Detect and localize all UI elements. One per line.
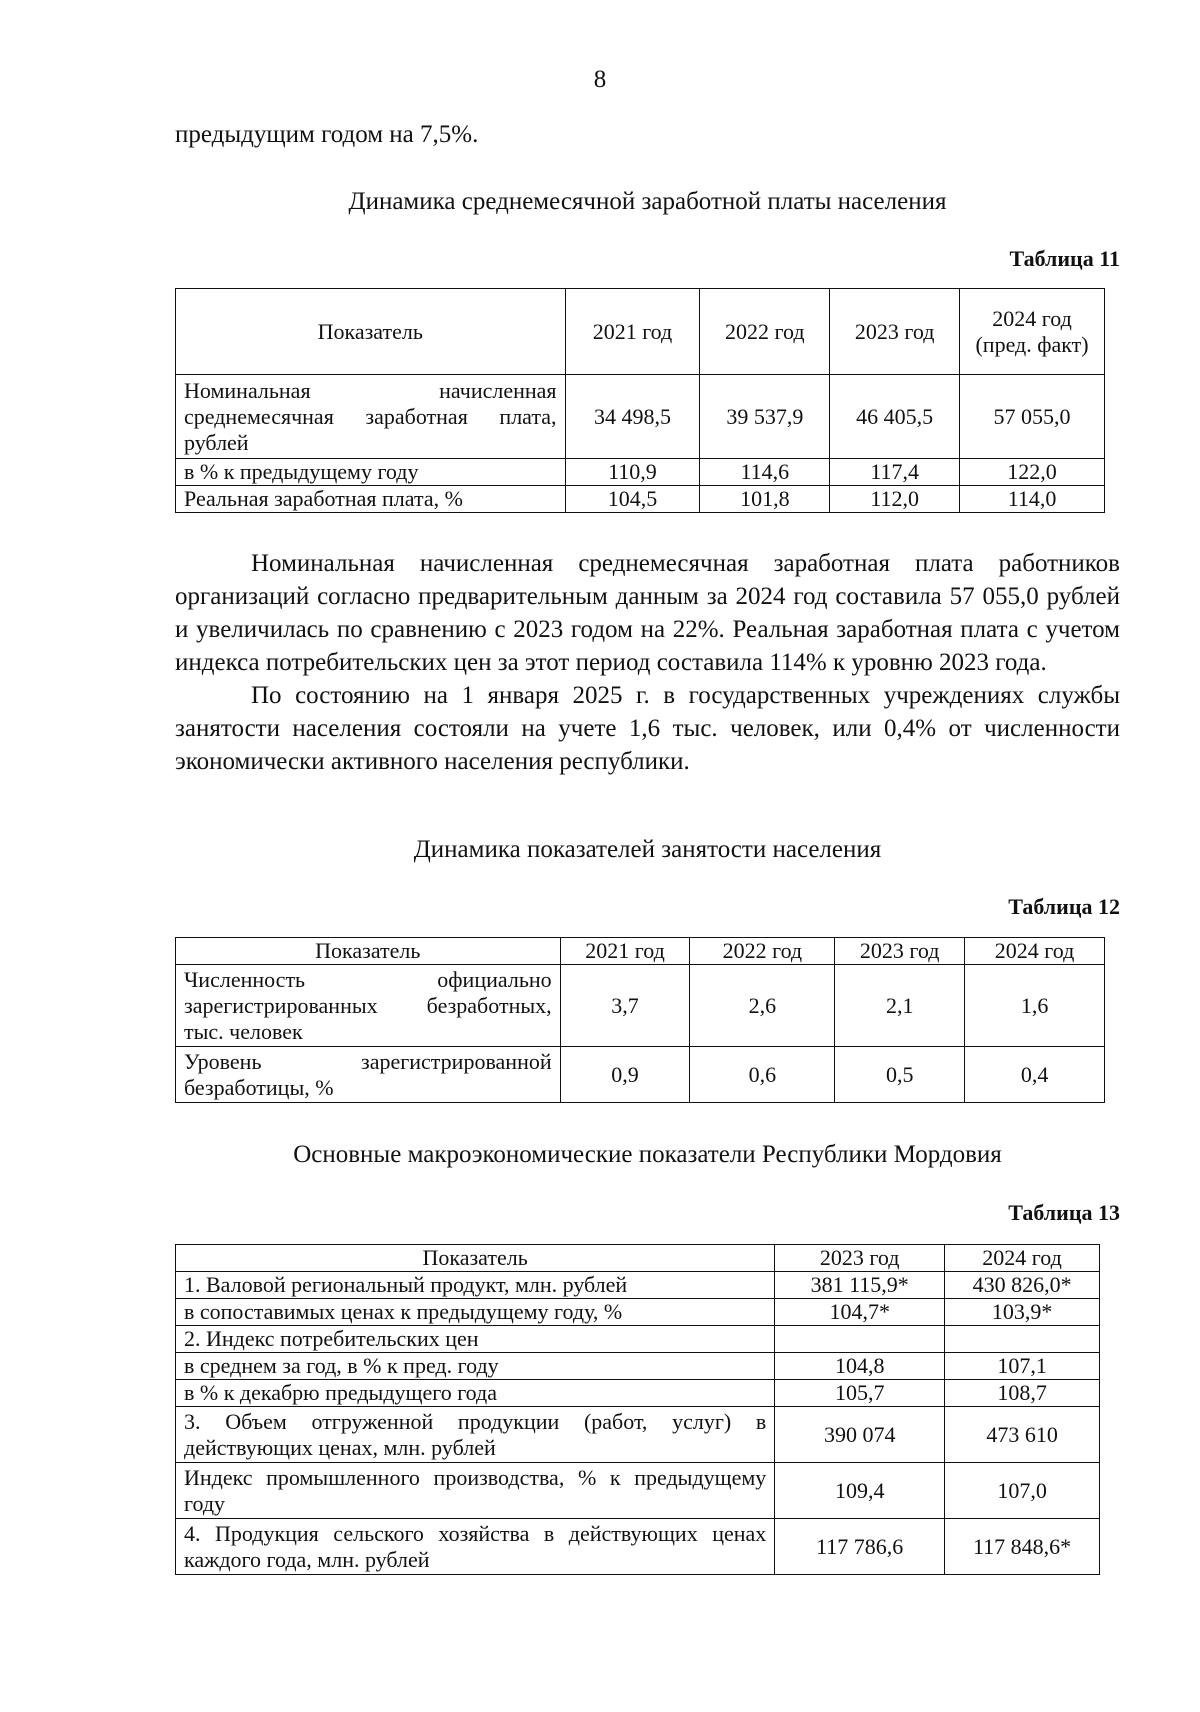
table13 [175,1244,1100,1575]
header-cell: 2022 год [700,289,830,375]
header-cell: Показатель [176,289,566,375]
cell-value: 3,7 [560,965,690,1047]
top-fragment: предыдущим годом на 7,5%. [175,121,479,148]
header-cell: 2023 год [775,1245,945,1272]
cell-value: 0,4 [965,1047,1105,1103]
cell-value: 104,5 [565,486,700,513]
header-cell: 2022 год [690,938,835,965]
cell-value: 110,9 [565,459,700,486]
header-cell: 2024 год [965,938,1105,965]
cell-value: 390 074 [775,1407,945,1463]
cell-value: 2,1 [835,965,965,1047]
cell-value: 107,0 [945,1463,1100,1519]
cell-value: 34 498,5 [565,375,700,459]
header-cell: 2023 год [835,938,965,965]
paragraph: По состоянию на 1 января 2025 г. в государственных учреждениях службы занятости населения состояли на учете 1,6 тыс. человек, или 0,4% от численности экономически активного населения республики. [175,682,1120,775]
table12-label: Таблица 12 [1008,894,1120,919]
table-row [176,965,1105,1047]
cell-value: 114,6 [700,459,830,486]
table-row [176,1519,1100,1575]
cell-value: 108,7 [945,1380,1100,1407]
header-cell: Показатель [176,938,561,965]
row-label: в среднем за год, в % к пред. году [176,1353,775,1380]
row-label: 1. Валовой региональный продукт, млн. рублей [176,1272,775,1299]
cell-value: 0,6 [690,1047,835,1103]
cell-value: 117 848,6* [945,1519,1100,1575]
cell-value: 2,6 [690,965,835,1047]
row-label: Численность официально зарегистрированных безработных, тыс. человек [176,965,561,1047]
table12-caption: Динамика показателей занятости населения [413,836,882,863]
paragraph: Номинальная начисленная среднемесячная заработная плата работников организаций согласно предварительным данным за 2024 год составила 57 055,0 рублей и увеличилась по сравнению с 2023 годом на 22%. Реальная заработная плата с учетом индекса потребительских цен за этот период составила 114% к уровню 2023 года. [175,550,1120,676]
header-cell: Показатель [176,1245,775,1272]
cell-value: 114,0 [960,486,1105,513]
table12 [175,937,1105,1103]
table11 [175,288,1105,513]
table-row [176,1326,1100,1353]
table-row [176,1047,1105,1103]
table-row [176,1353,1100,1380]
body-text [175,547,1120,778]
cell-value: 109,4 [775,1463,945,1519]
row-label: Реальная заработная плата, % [176,486,566,513]
header-cell: 2023 год [830,289,960,375]
table-row [176,1463,1100,1519]
page-number: 8 [593,66,607,93]
row-label: в % к декабрю предыдущего года [176,1380,775,1407]
cell-value: 117 786,6 [775,1519,945,1575]
cell-value: 103,9* [945,1299,1100,1326]
cell-value: 105,7 [775,1380,945,1407]
cell-value: 117,4 [830,459,960,486]
row-label: в сопоставимых ценах к предыдущему году, % [176,1299,775,1326]
row-label: Индекс промышленного производства, % к предыдущему году [176,1463,775,1519]
cell-value: 122,0 [960,459,1105,486]
table-row [176,1272,1100,1299]
cell-value: 112,0 [830,486,960,513]
cell-value: 1,6 [965,965,1105,1047]
cell-value: 104,8 [775,1353,945,1380]
cell-value: 107,1 [945,1353,1100,1380]
table11-label: Таблица 11 [1009,246,1120,271]
header-cell: 2024 год (пред. факт) [960,289,1105,375]
header-cell: 2021 год [560,938,690,965]
table-header-row [176,289,1105,375]
table13-label: Таблица 13 [1008,1200,1120,1225]
cell-value: 57 055,0 [960,375,1105,459]
cell-value: 430 826,0* [945,1272,1100,1299]
table-row [176,1299,1100,1326]
cell-value: 104,7* [775,1299,945,1326]
table-row [176,375,1105,459]
cell-value: 0,9 [560,1047,690,1103]
row-label: в % к предыдущему году [176,459,566,486]
table11-caption: Динамика среднемесячной заработной платы населения [348,188,947,215]
table-row [176,1407,1100,1463]
row-label: 4. Продукция сельского хозяйства в действующих ценах каждого года, млн. рублей [176,1519,775,1575]
table-row [176,486,1105,513]
row-label: 2. Индекс потребительских цен [176,1326,775,1353]
cell-value: 473 610 [945,1407,1100,1463]
cell-value: 46 405,5 [830,375,960,459]
table13-caption: Основные макроэкономические показатели Республики Мордовия [293,1141,1002,1168]
row-label: 3. Объем отгруженной продукции (работ, услуг) в действующих ценах, млн. рублей [176,1407,775,1463]
cell-value: 0,5 [835,1047,965,1103]
row-label: Номинальная начисленная среднемесячная заработная плата, рублей [176,375,566,459]
cell-value: 39 537,9 [700,375,830,459]
table-header-row [176,1245,1100,1272]
table-row [176,1380,1100,1407]
cell-value: 101,8 [700,486,830,513]
cell-value: 381 115,9* [775,1272,945,1299]
cell-value [775,1326,945,1353]
cell-value [945,1326,1100,1353]
table-header-row [176,938,1105,965]
row-label: Уровень зарегистрированной безработицы, % [176,1047,561,1103]
header-cell: 2024 год [945,1245,1100,1272]
header-cell: 2021 год [565,289,700,375]
table-row [176,459,1105,486]
